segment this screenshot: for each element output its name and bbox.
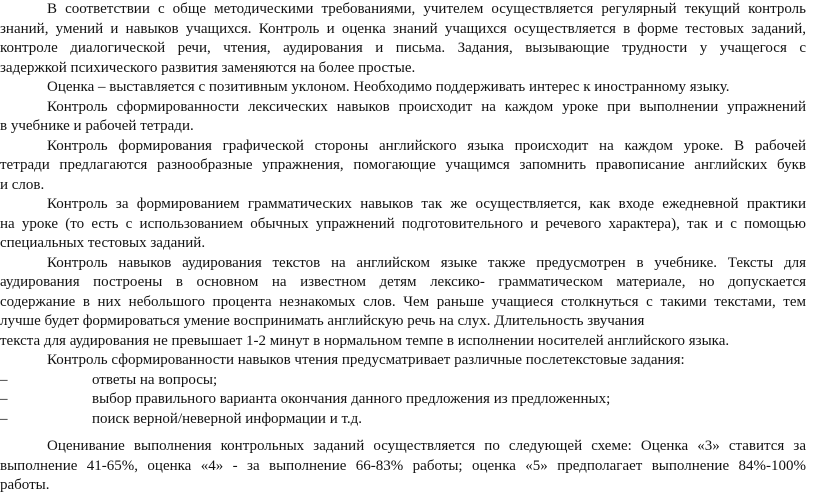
list-item bbox=[0, 390, 806, 410]
paragraph-5-line-3: специальных тестовых заданий. bbox=[0, 235, 206, 251]
list-item bbox=[0, 410, 806, 430]
list-item-text: ответы на вопросы; bbox=[92, 371, 218, 388]
paragraph-6-line-1: Контроль навыков аудирования текстов на английском языке также предусмотрен в учебнике. Тексты для bbox=[47, 254, 806, 271]
paragraph-4-line-2: тетради предлагаются разнообразные упражнения, помогающие учащимся запомнить правописание английских букв bbox=[0, 157, 806, 173]
paragraph-6-line-5: текста для аудирования не превышает 1-2 минут в нормальном темпе в исполнении носителей английского языка. bbox=[0, 332, 730, 349]
paragraph-1-line-4: задержкой психического развития заменяются на более простые. bbox=[0, 59, 416, 76]
paragraph-8-line-2: выполнение 41-65%, оценка «4» - за выполнение 66-83% работы; оценка «5» предполагает выполнение 84%-100% bbox=[0, 457, 806, 474]
paragraph-8-line-3: работы. bbox=[0, 477, 50, 493]
paragraph-8-line-1: Оценивание выполнения контрольных заданий осуществляется по следующей схеме: Оценка «3» ставится за bbox=[47, 438, 806, 454]
paragraph-5-line-1: Контроль за формированием грамматических навыков так же осуществляется, как входе ежедневной практики bbox=[47, 196, 806, 212]
paragraph-6-line-2: аудирования построены в основном на известном детям лексико- грамматическом материале, но допускается bbox=[0, 274, 806, 290]
list-marker: – bbox=[0, 410, 8, 427]
spacer bbox=[0, 429, 806, 437]
paragraph-2-line-1: Оценка – выставляется с позитивным уклоном. Необходимо поддерживать интерес к иностранному языку. bbox=[47, 79, 730, 95]
list-item-text: поиск верной/неверной информации и т.д. bbox=[92, 410, 363, 427]
paragraph-1-line-2: знаний, умений и навыков учащихся. Контроль и оценка знаний учащихся осуществляется в форме тестовых заданий, bbox=[0, 20, 806, 37]
list-item-text: выбор правильного варианта окончания данного предложения из предложенных; bbox=[92, 391, 611, 407]
paragraph-6-line-3: содержание в них небольшого процента незнакомых слов. Чем раньше учащиеся столкнуться с такими текстами, тем bbox=[0, 293, 806, 310]
paragraph-3-line-1: Контроль сформированности лексических навыков происходит на каждом уроке при выполнении упражнений bbox=[47, 98, 806, 115]
paragraph-6-line-4: лучше будет формироваться умение воспринимать английскую речь на слух. Длительность звучания bbox=[0, 313, 645, 329]
paragraph-4-line-1: Контроль формирования графической стороны английского языка происходит на каждом уроке. В рабочей bbox=[47, 137, 806, 154]
paragraph-1-line-3: контроле диалогической речи, чтения, аудирования и письма. Задания, вызывающие трудности у учащегося с bbox=[0, 40, 806, 56]
list-marker: – bbox=[0, 391, 8, 407]
paragraph-3-line-2: в учебнике и рабочей тетради. bbox=[0, 118, 194, 134]
paragraph-1-line-1: В соответствии с обще методическими требованиями, учителем осуществляется регулярный текущий контроль bbox=[47, 1, 806, 17]
paragraph-5-line-2: на уроке (то есть с использованием обычных упражнений подготовительного и речевого характера), так и с помощью bbox=[0, 215, 806, 232]
list-item bbox=[0, 371, 806, 391]
paragraph-7-line-1: Контроль сформированности навыков чтения предусматривает различные послетекстовые задания: bbox=[47, 352, 685, 368]
list-marker: – bbox=[0, 371, 8, 388]
paragraph-4-line-3: и слов. bbox=[0, 176, 45, 193]
